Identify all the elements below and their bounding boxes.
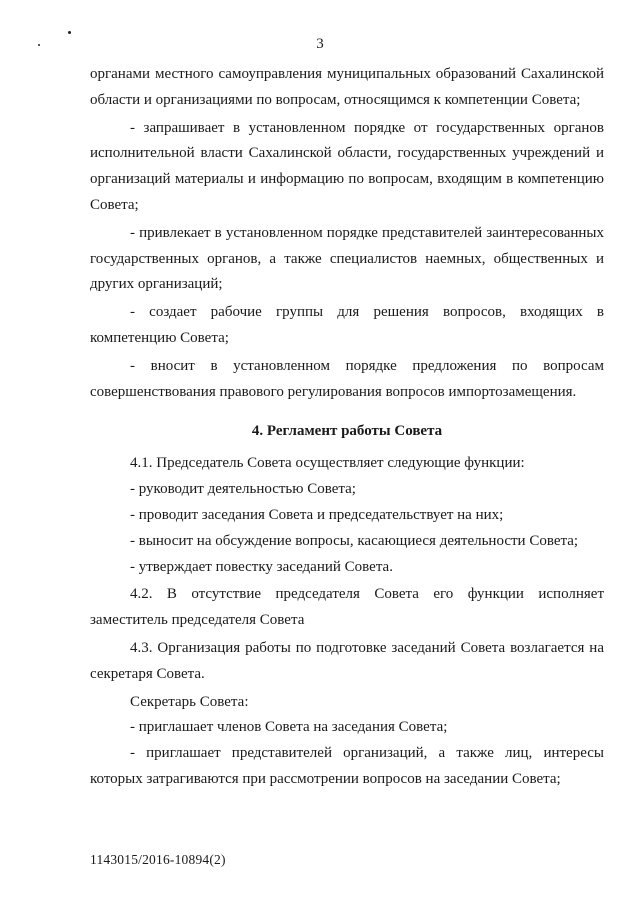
document-body [90,62,604,793]
list-item: - привлекает в установленном порядке представителей заинтересованных государственных органов, а также специалистов наемных, общественных и других организаций; [90,224,604,293]
scan-speck [68,31,71,34]
clause-paragraph: 4.3. Организация работы по подготовке заседаний Совета возлагается на секретаря Совета. [90,639,604,682]
list-item: - утверждает повестку заседаний Совета. [130,558,393,575]
list-item: - создает рабочие группы для решения вопросов, входящих в компетенцию Совета; [90,304,604,346]
clause-paragraph: 4.1. Председатель Совета осуществляет следующие функции: [130,455,525,472]
clause-paragraph: Секретарь Совета: [130,693,249,710]
list-item: - приглашает представителей организаций, а также лиц, интересы которых затрагиваются при рассмотрении вопросов на заседании Совета; [90,745,604,787]
list-item: - приглашает членов Совета на заседания Совета; [130,719,448,736]
list-item: - запрашивает в установленном порядке от государственных органов исполнительной власти Сахалинской области, государственных учреждений и организаций материалы и информацию по вопросам, входящим в компетенцию Совета; [90,119,604,213]
document-id: 1143015/2016-10894(2) [90,852,226,867]
list-item: - вносит в установленном порядке предложения по вопросам совершенствования правового регулирования вопросов импортозамещения. [90,357,604,400]
page-number: 3 [316,36,324,52]
paragraph-continuation: органами местного самоуправления муниципальных образований Сахалинской области и организациями по вопросам, относящимся к компетенции Совета; [90,66,604,108]
clause-paragraph: 4.2. В отсутствие председателя Совета его функции исполняет заместитель председателя Совета [90,586,604,629]
list-item: - проводит заседания Совета и председательствует на них; [130,506,504,523]
list-item: - выносит на обсуждение вопросы, касающиеся деятельности Совета; [130,532,579,549]
section-heading: 4. Регламент работы Совета [251,423,443,440]
list-item: - руководит деятельностью Совета; [130,481,356,498]
